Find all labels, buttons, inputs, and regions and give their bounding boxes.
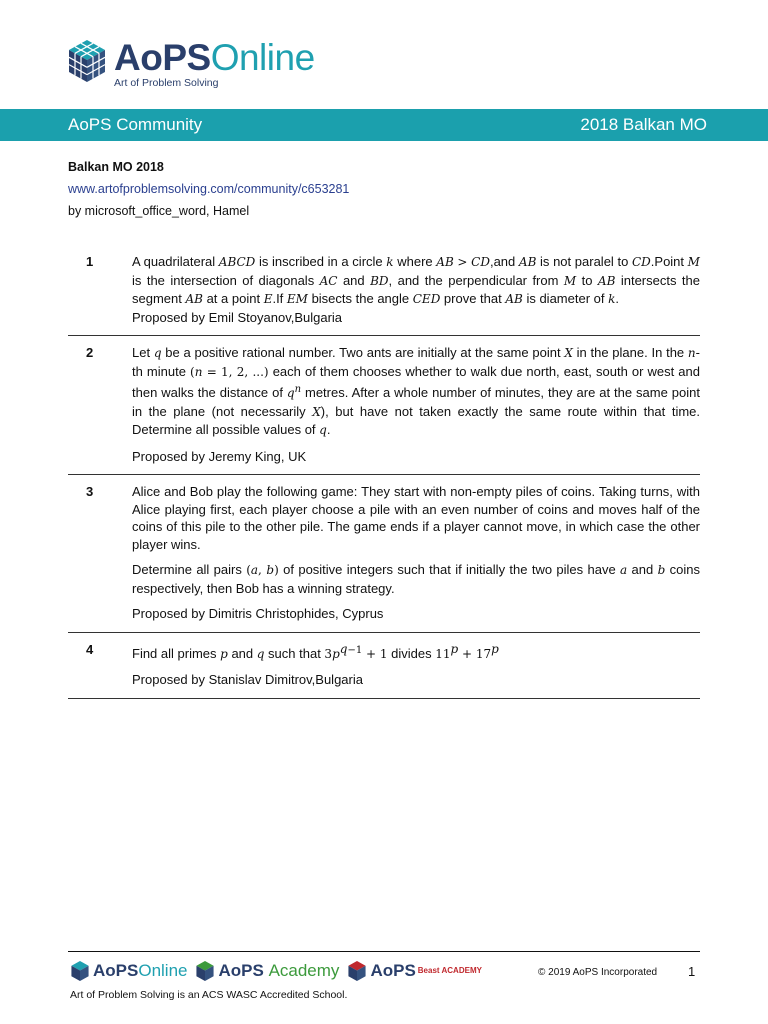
contest-title: 2018 Balkan MO [580,115,707,134]
problem-item [68,475,700,633]
logo-wordmark: AoPSOnline [114,37,315,78]
beast-academy-cube-icon [347,960,367,982]
problem-number: 2 [86,345,94,360]
document-title: Balkan MO 2018 [68,160,164,174]
aops-cube-logo-icon [66,38,108,84]
problem-statement: Alice and Bob play the following game: They start with non-empty piles of coins. Taking turns, with Alice playing first, each player choose a pile with an even number of coins and moves half of the coins of this pile to the other pile. The game ends if a player cannot move, in which case the other player wins. [132,484,700,552]
community-title[interactable]: AoPS Community [68,115,203,134]
problem-number: 1 [86,254,94,269]
footer-brands [70,960,490,982]
document-meta [68,156,349,222]
aops-online-footer-logo[interactable]: AoPSOnline [70,960,187,982]
footer-divider [68,951,700,952]
problem-list [68,246,700,699]
page-number: 1 [688,964,696,979]
beast-academy-footer-logo[interactable]: AoPS Beast ACADEMY [347,960,482,982]
problem-statement: Determine all pairs (a, b) of positive integers such that if initially the two piles have a and b coins respectively, then Bob has a winning strategy. [132,562,700,596]
academy-cube-icon [195,960,215,982]
problem-number: 3 [86,484,94,499]
community-link[interactable]: www.artofproblemsolving.com/community/c653281 [68,182,350,196]
problem-body [132,344,700,465]
problem-body [132,483,700,623]
problem-item [68,246,700,336]
problem-proposer: Proposed by Stanislav Dimitrov,Bulgaria [132,672,363,687]
header-band [0,109,768,141]
aops-cube-logo-icon [70,960,90,982]
problem-body [132,641,700,689]
problem-number: 4 [86,641,94,657]
accreditation-text: Art of Problem Solving is an ACS WASC Accredited School. [70,989,348,1001]
problem-item [68,336,700,475]
aops-online-logo[interactable] [66,38,315,89]
problem-proposer: Proposed by Dimitris Christophides, Cyprus [132,606,384,621]
aops-academy-footer-logo[interactable]: AoPS Academy [195,960,339,982]
problem-proposer: Proposed by Jeremy King, UK [132,448,307,464]
authors-line: by microsoft_office_word, Hamel [68,204,250,218]
problem-proposer: Proposed by Emil Stoyanov,Bulgaria [132,309,343,325]
problem-statement: Let q be a positive rational number. Two ants are initially at the same point X in the plane. In the n-th minute (n = 1, 2, ...) each of them chooses whether to walk due north, east, south or west and then walks the distance of $q^n$ metres. After a whole number of minutes, they are at the same point in the plane (not necessarily X), but have not taken exactly the same route within that time. Determine all possible values of q. [132,345,701,437]
problem-statement: Find all primes p and q such that $3p^{q-1} + 1$ divides $11^p + 17^p$ [132,641,499,661]
logo-tagline: Art of Problem Solving [114,77,219,89]
copyright-text: © 2019 AoPS Incorporated [538,967,658,978]
problem-item [68,633,700,699]
problem-body [132,253,700,326]
problem-statement: A quadrilateral ABCD is inscribed in a circle k where AB > CD,and AB is not paralel to CD.Point M is the intersection of diagonals AC and BD, and the perpendicular from M to AB intersects the segment AB at a point E.If EM bisects the angle CED prove that AB is diameter of k. Proposed by Emil Stoyanov,Bulgaria [132,254,700,325]
